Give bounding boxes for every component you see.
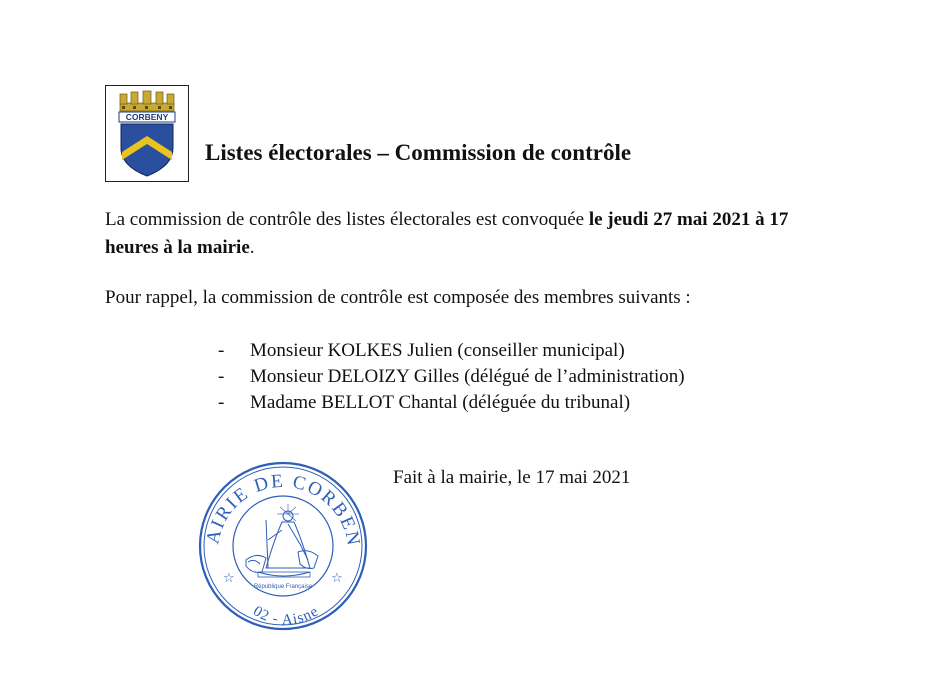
- convocation-text: La commission de contrôle des listes électorales est convoquée: [105, 209, 589, 230]
- convocation-paragraph: [105, 206, 840, 262]
- convocation-date-emphasis: le jeudi 27 mai 2021 à 17 heures à la mairie: [105, 209, 789, 258]
- page-title: Listes électorales – Commission de contrôle: [205, 140, 632, 165]
- list-item: [218, 338, 685, 364]
- member-name: Madame BELLOT Chantal (déléguée du tribunal): [250, 392, 631, 413]
- marianne-figure: [246, 504, 318, 577]
- list-bullet: -: [218, 340, 225, 361]
- stamp-bottom-text: 02 - Aisne: [250, 603, 322, 629]
- stamp-top-text: AIRIE DE CORBEN: [202, 470, 365, 549]
- list-bullet: -: [218, 392, 225, 413]
- mairie-stamp: [196, 460, 370, 632]
- member-name: Monsieur KOLKES Julien (conseiller municipal): [250, 340, 625, 361]
- stamp-inner-text: République Française: [253, 584, 313, 590]
- member-list: [218, 338, 685, 416]
- signoff-line: Fait à la mairie, le 17 mai 2021: [393, 467, 631, 488]
- corbeny-coat-of-arms-logo: [105, 85, 189, 182]
- convocation-end: .: [249, 237, 255, 258]
- list-item: [218, 364, 685, 390]
- reminder-paragraph: Pour rappel, la commission de contrôle est composée des membres suivants :: [105, 287, 691, 308]
- star-icon: ☆: [331, 571, 343, 586]
- list-item: [218, 390, 685, 416]
- list-bullet: -: [218, 366, 225, 387]
- member-name: Monsieur DELOIZY Gilles (délégué de l’administration): [250, 366, 685, 387]
- svg-text:MAIRIE DE CORBENY: [196, 460, 364, 549]
- star-icon: ☆: [223, 571, 235, 586]
- logo-banner-text: CORBENY: [125, 112, 169, 122]
